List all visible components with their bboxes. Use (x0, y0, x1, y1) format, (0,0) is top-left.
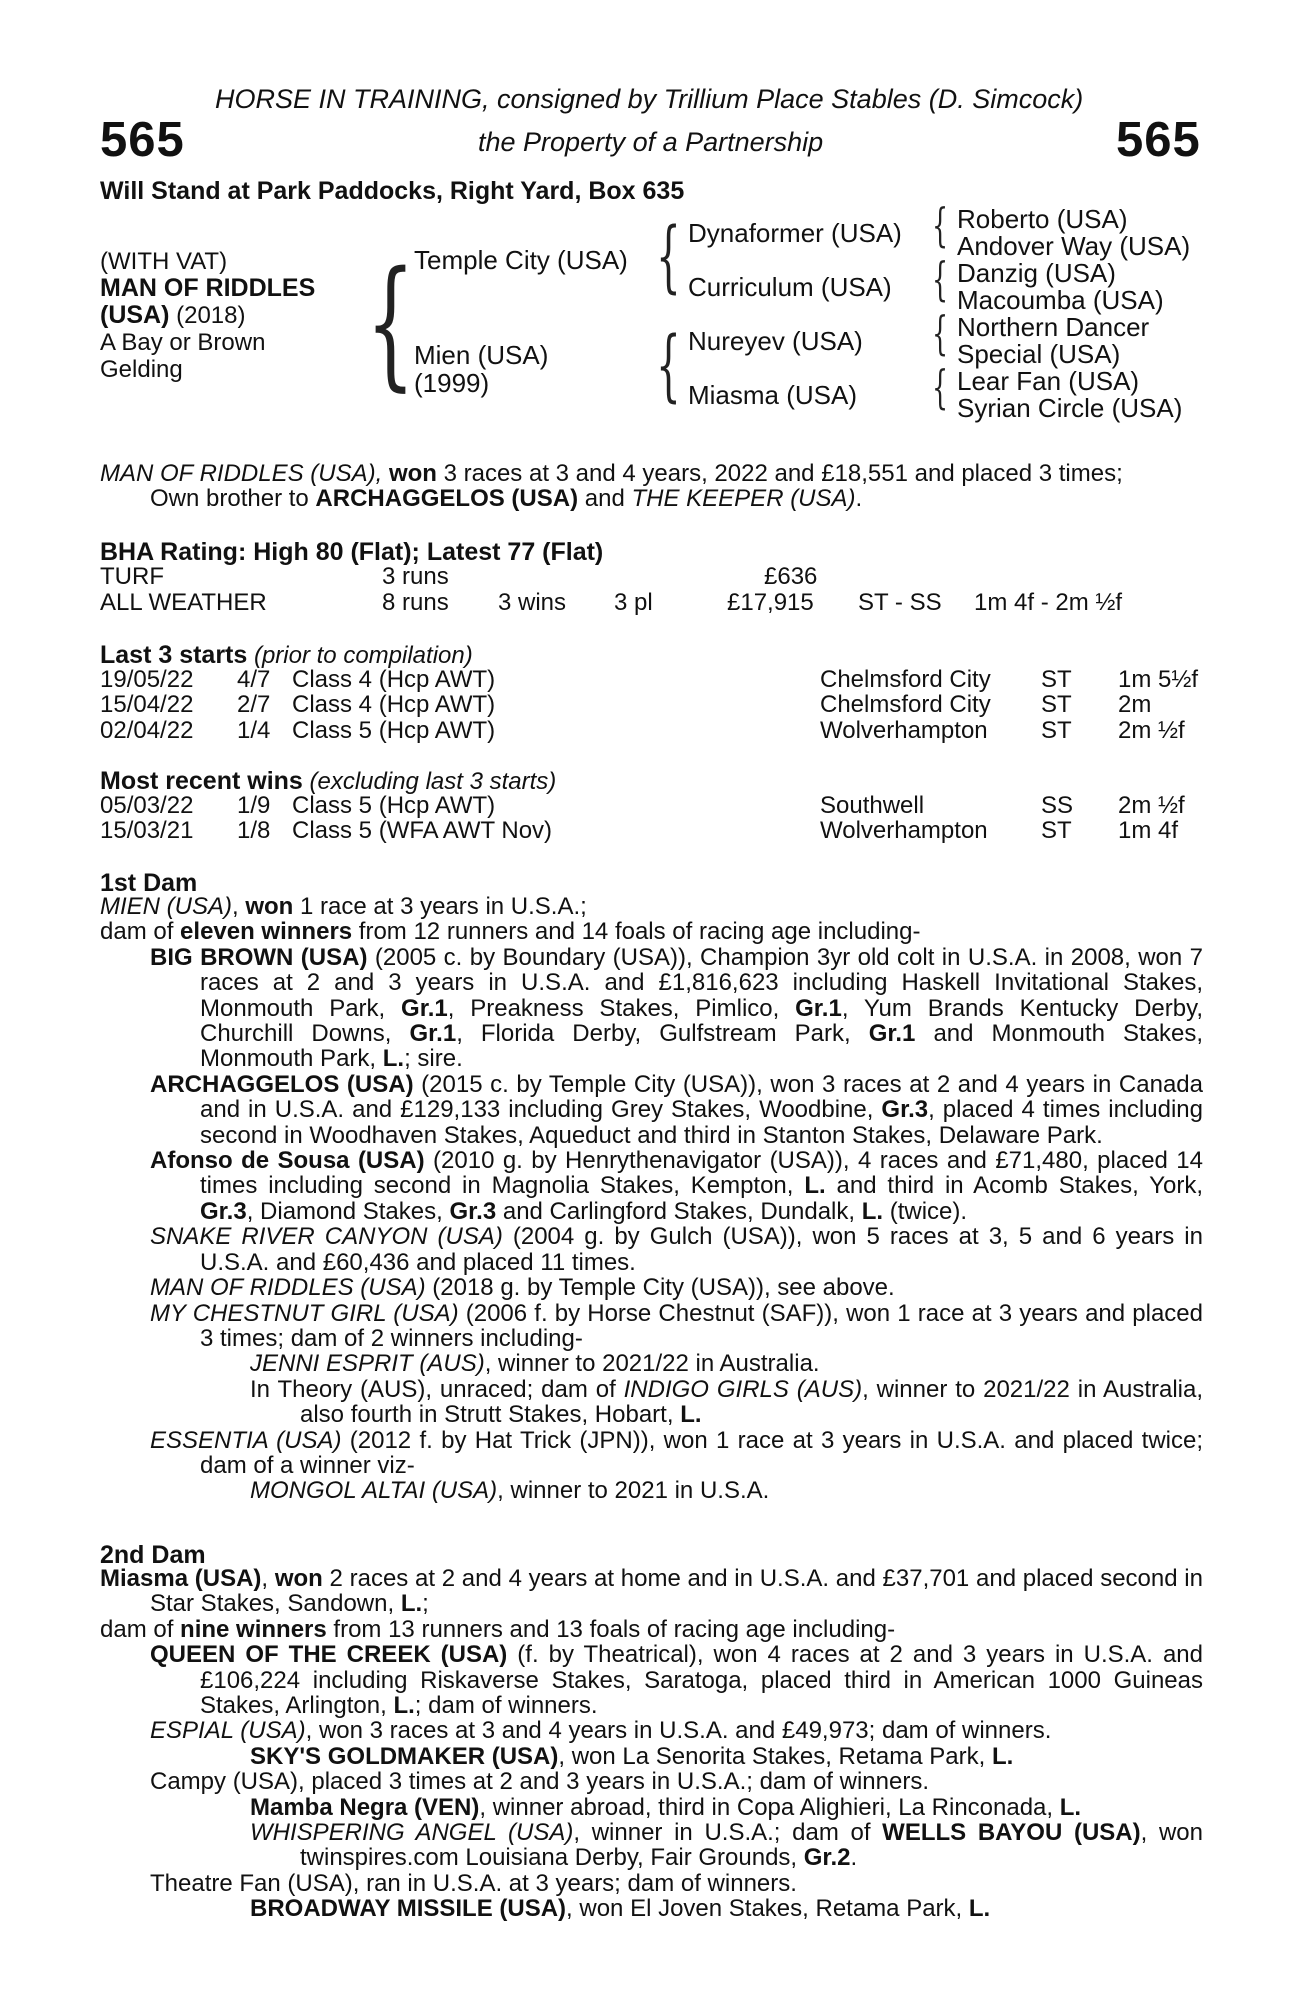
pedigree-brace-main: { (366, 242, 415, 405)
grandprogeny-skys-goldmaker: SKY'S GOLDMAKER (USA), won La Senorita Stakes, Retama Park, L. (250, 1742, 1014, 1770)
progeny-snake-river: SNAKE RIVER CANYON (USA) (2004 g. by Gulch (USA)), won 5 races at 3, 5 and 6 years in U.S.A. and £60,436 and placed 11 times. (150, 1223, 1203, 1276)
last3-row-1-surf: ST (1041, 666, 1072, 693)
pedigree-brace-dam: { (656, 321, 681, 411)
lot-number-right: 565 (1116, 113, 1201, 167)
pedigree-gen4-2: Andover Way (USA) (957, 231, 1191, 261)
rating-aw-wins: 3 wins (498, 589, 567, 616)
recent-row-2-date: 15/03/21 (100, 817, 194, 845)
pedigree-gen4-8: Syrian Circle (USA) (957, 393, 1183, 423)
recent-row-2-cls: Class 5 (WFA AWT Nov) (292, 817, 553, 845)
rating-turf-money: £636 (764, 563, 818, 590)
last3-row-1-course: Chelmsford City (820, 666, 991, 693)
last3-row-2-cls: Class 4 (Hcp AWT) (292, 691, 496, 719)
progeny-campy: Campy (USA), placed 3 times at 2 and 3 years in U.S.A.; dam of winners. (150, 1768, 929, 1796)
pedigree-brace-g4-2: { (932, 252, 949, 306)
pedigree-dam-year: (1999) (414, 368, 490, 398)
last3-row-1-cls: Class 4 (Hcp AWT) (292, 666, 496, 693)
first-dam-section: MIEN (USA), won 1 race at 3 years in U.S.A.; dam of eleven winners from 12 runners and 14 foals of racing age including- BIG BROWN (USA) (2005 c. by Boundary (USA)), Champion 3yr old colt in U.S.A. in 2008, won 7 races at 2 and 3 years in U.S.A. and £1,816,623 including Haskell Invitational Stakes, Monmouth Park, Gr.1, Preakness Stakes, Pimlico, Gr.1, Yum Brands Kentucky Derby, Churchill Downs, Gr.1, Florida Derby, Gulfstream Park, Gr.1 and Monmouth Stakes, Monmouth Park, L.; sire. ARCHAGGELOS (USA) (2015 c. by Temple City (USA)), won 3 races at 2 and 4 years in Canada and in U.S.A. and £129,133 including Grey Stakes, Woodbine, Gr.3, placed 4 times including second in Woodhaven Stakes, Aqueduct and third in Stanton Stakes, Delaware Park. Afonso de Sousa (USA) (2010 g. by Henrythenavigator (USA)), 4 races and £71,480, placed 14 times including second in Magnolia Stakes, Kempton, L. and third in Acomb Stakes, York, Gr.3, Diamond Stakes, Gr.3 and Carlingford Stakes, Dundalk, L. (twice). SNAKE RIVER CANYON (USA) (2004 g. by Gulch (USA)), won 5 races at 3, 5 and 6 years in U.S.A. and £60,436 and placed 11 times. MAN OF RIDDLES (USA) (2018 g. by Temple City (USA)), see above. MY CHESTNUT GIRL (USA) (2006 f. by Horse Chestnut (SAF)), won 1 race at 3 years and placed 3 times; dam of 2 winners including- JENNI ESPRIT (AUS), winner to 2021/22 in Australia. In Theory (AUS), unraced; dam of INDIGO GIRLS (AUS), winner to 2021/22 in Australia, also fourth in Strutt Stakes, Hobart, L. ESSENTIA (USA) (2012 f. by Hat Trick (JPN)), won 1 race at 3 years in U.S.A. and placed twice; dam of a winner viz- MONGOL ALTAI (USA), winner to 2021 in U.S.A. (100, 893, 1204, 1505)
grandprogeny-mongol-altai: MONGOL ALTAI (USA), winner to 2021 in U.S.A. (250, 1477, 770, 1505)
last3-row-2-pos: 2/7 (237, 691, 271, 719)
pedigree-gen4-1: Roberto (USA) (957, 204, 1128, 234)
recent-row-2-pos: 1/8 (237, 817, 271, 845)
property-line: the Property of a Partnership (478, 127, 824, 157)
last3-row-3-date: 02/04/22 (100, 716, 194, 744)
rating-aw-runs: 8 runs (382, 589, 449, 616)
last3-title: Last 3 starts (prior to compilation) (100, 641, 473, 669)
horse-desc-1: A Bay or Brown (100, 329, 266, 356)
progeny-man-of-riddles: MAN OF RIDDLES (USA) (2018 g. by Temple City (USA)), see above. (150, 1274, 895, 1302)
progeny-archaggelos: ARCHAGGELOS (USA) (2015 c. by Temple City (USA)), won 3 races at 2 and 4 years in Canada and in U.S.A. and £129,133 including Grey Stakes, Woodbine, Gr.3, placed 4 times including second in Woodhaven Stakes, Aqueduct and third in Stanton Stakes, Delaware Park. (150, 1070, 1203, 1149)
rating-aw-surface: ALL WEATHER (100, 589, 267, 616)
progeny-big-brown: BIG BROWN (USA) (2005 c. by Boundary (USA)), Champion 3yr old colt in U.S.A. in 2008, won 7 races at 2 and 3 years in U.S.A. and £1,816,623 including Haskell Invitational Stakes, Monmouth Park, Gr.1, Preakness Stakes, Pimlico, Gr.1, Yum Brands Kentucky Derby, Churchill Downs, Gr.1, Florida Derby, Gulfstream Park, Gr.1 and Monmouth Stakes, Monmouth Park, L.; sire. (150, 943, 1204, 1073)
race-summary: MAN OF RIDDLES (USA), won 3 races at 3 and 4 years, 2022 and £18,551 and placed 3 times; Own brother to ARCHAGGELOS (USA) and THE KEEPER (USA). (100, 460, 1123, 513)
lot-number-left: 565 (100, 113, 185, 167)
recent-row-1-date: 05/03/22 (100, 792, 194, 819)
rating-turf-runs: 3 runs (382, 563, 449, 590)
horse-country: (USA) (100, 301, 170, 329)
rating-turf-surface: TURF (100, 563, 164, 590)
horse-desc-2: Gelding (100, 356, 183, 383)
pedigree-brace-g4-1: { (932, 198, 949, 252)
rating-aw-going: ST - SS (858, 589, 942, 616)
recent-row-1-surf: SS (1041, 792, 1074, 819)
progeny-theatre-fan: Theatre Fan (USA), ran in U.S.A. at 3 years; dam of winners. (150, 1869, 797, 1897)
grandprogeny-whispering-angel: WHISPERING ANGEL (USA), winner in U.S.A.; dam of WELLS BAYOU (USA), won twinspires.com Louisiana Derby, Fair Grounds, Gr.2. (250, 1819, 1203, 1872)
last3-row-3-surf: ST (1041, 716, 1072, 744)
pedigree-brace-g4-4: { (932, 360, 949, 414)
last3-row-2-course: Chelmsford City (820, 691, 991, 719)
location-line: Will Stand at Park Paddocks, Right Yard, Box 635 (100, 177, 685, 205)
last3-row-2-dist: 2m (1118, 691, 1152, 719)
grandprogeny-in-theory: In Theory (AUS), unraced; dam of INDIGO GIRLS (AUS), winner to 2021/22 in Australia, also fourth in Strutt Stakes, Hobart, L. (250, 1375, 1204, 1429)
pedigree-gen4-3: Danzig (USA) (957, 258, 1116, 288)
pedigree-gen3-1: Dynaformer (USA) (688, 218, 902, 248)
vat-label: (WITH VAT) (100, 248, 228, 275)
second-dam-section: Miasma (USA), won 2 races at 2 and 4 years at home and in U.S.A. and £37,701 and placed second in Star Stakes, Sandown, L.; dam of nine winners from 13 runners and 13 foals of racing age including- QUEEN OF THE CREEK (USA) (f. by Theatrical), won 4 races at 2 and 3 years in U.S.A. and £106,224 including Riskaverse Stakes, Saratoga, placed third in American 1000 Guineas Stakes, Arlington, L.; dam of winners. ESPIAL (USA), won 3 races at 3 and 4 years in U.S.A. and £49,973; dam of winners. SKY'S GOLDMAKER (USA), won La Senorita Stakes, Retama Park, L. Campy (USA), placed 3 times at 2 and 3 years in U.S.A.; dam of winners. Mamba Negra (VEN), winner abroad, third in Copa Alighieri, La Rinconada, L. WHISPERING ANGEL (USA), winner in U.S.A.; dam of WELLS BAYOU (USA), won twinspires.com Louisiana Derby, Fair Grounds, Gr.2. Theatre Fan (USA), ran in U.S.A. at 3 years; dam of winners. BROADWAY MISSILE (USA), won El Joven Stakes, Retama Park, L. (100, 1565, 1203, 1923)
recent-row-1-course: Southwell (820, 792, 925, 819)
progeny-afonso: Afonso de Sousa (USA) (2010 g. by Henrythenavigator (USA)), 4 races and £71,480, placed 14 times including second in Magnolia Stakes, Kempton, L. and third in Acomb Stakes, York, Gr.3, Diamond Stakes, Gr.3 and Carlingford Stakes, Dundalk, L. (twice). (150, 1147, 1204, 1225)
recent-row-1-cls: Class 5 (Hcp AWT) (292, 792, 496, 819)
pedigree-gen4-4: Macoumba (USA) (957, 285, 1164, 315)
rating-aw-money: £17,915 (727, 589, 814, 616)
pedigree-gen4-7: Lear Fan (USA) (957, 366, 1140, 396)
recent-row-2-course: Wolverhampton (820, 817, 988, 845)
pedigree-sire: Temple City (USA) (414, 245, 628, 275)
horse-info (100, 248, 315, 383)
progeny-espial: ESPIAL (USA), won 3 races at 3 and 4 years in U.S.A. and £49,973; dam of winners. (150, 1717, 1052, 1745)
bha-rating-title: BHA Rating: High 80 (Flat); Latest 77 (Flat) (100, 538, 604, 566)
recent-row-1-pos: 1/9 (237, 792, 271, 819)
pedigree-brace-g4-3: { (932, 306, 949, 360)
last3-row-1-dist: 1m 5½f (1118, 666, 1199, 693)
second-dam-title: 2nd Dam (100, 1541, 206, 1569)
progeny-my-chestnut-girl: MY CHESTNUT GIRL (USA) (2006 f. by Horse Chestnut (SAF)), won 1 race at 3 years and placed 3 times; dam of 2 winners including- (150, 1299, 1203, 1352)
last3-row-3-pos: 1/4 (237, 716, 271, 744)
last3-row-3-course: Wolverhampton (820, 716, 988, 744)
recent-title: Most recent wins (excluding last 3 starts) (100, 767, 557, 795)
consignment-line: HORSE IN TRAINING, consigned by Trillium Place Stables (D. Simcock) (215, 84, 1084, 114)
last3-row-3-cls: Class 5 (Hcp AWT) (292, 716, 496, 744)
grandprogeny-jenni-esprit: JENNI ESPRIT (AUS), winner to 2021/22 in Australia. (250, 1350, 820, 1378)
recent-row-1-dist: 2m ½f (1118, 792, 1185, 819)
pedigree-gen4-6: Special (USA) (957, 339, 1121, 369)
first-dam-title: 1st Dam (100, 869, 198, 897)
recent-row-2-surf: ST (1041, 817, 1072, 845)
pedigree-dam: Mien (USA) (414, 340, 549, 370)
horse-name: MAN OF RIDDLES (100, 274, 316, 302)
last3-row-3-dist: 2m ½f (1118, 716, 1185, 744)
pedigree-gen3-2: Curriculum (USA) (688, 272, 892, 302)
grandprogeny-broadway-missile: BROADWAY MISSILE (USA), won El Joven Stakes, Retama Park, L. (250, 1895, 991, 1923)
second-dam-record: Miasma (USA), won 2 races at 2 and 4 years at home and in U.S.A. and £37,701 and placed second in Star Stakes, Sandown, L.; (100, 1565, 1203, 1618)
pedigree-gen3-4: Miasma (USA) (688, 380, 858, 410)
progeny-essentia: ESSENTIA (USA) (2012 f. by Hat Trick (JPN)), won 1 race at 3 years in U.S.A. and placed twice; dam of a winner viz- (150, 1426, 1204, 1479)
recent-row-2-dist: 1m 4f (1118, 817, 1179, 845)
horse-year: (2018) (176, 302, 246, 329)
last3-row-2-date: 15/04/22 (100, 691, 194, 719)
last3-row-2-surf: ST (1041, 691, 1072, 719)
last3-row-1-date: 19/05/22 (100, 666, 194, 693)
pedigree-brace-sire: { (656, 212, 681, 302)
last3-row-1-pos: 4/7 (237, 666, 271, 693)
pedigree-gen4-5: Northern Dancer (957, 312, 1150, 342)
rating-aw-placed: 3 pl (614, 589, 653, 616)
pedigree-gen3-3: Nureyev (USA) (688, 326, 863, 356)
rating-aw-dist: 1m 4f - 2m ½f (974, 589, 1123, 616)
grandprogeny-mamba-negra: Mamba Negra (VEN), winner abroad, third in Copa Alighieri, La Rinconada, L. (250, 1793, 1082, 1821)
progeny-queen-of-the-creek: QUEEN OF THE CREEK (USA) (f. by Theatrical), won 4 races at 2 and 3 years in U.S.A. and £106,224 including Riskaverse Stakes, Saratoga, placed third in American 1000 Guineas Stakes, Arlington, L.; dam of winners. (150, 1641, 1203, 1720)
